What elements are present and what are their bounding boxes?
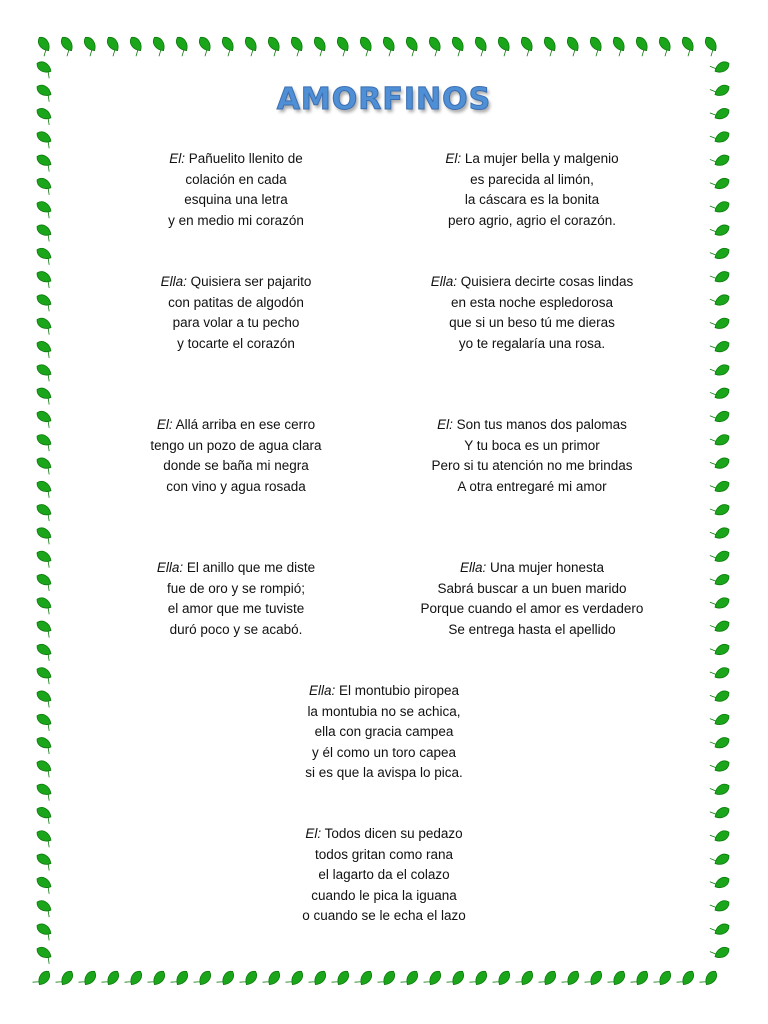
leaf-icon <box>34 898 55 917</box>
stanza-first-line: El: Pañuelito llenito de <box>169 151 303 166</box>
verse-line: con patitas de algodón <box>168 294 304 310</box>
leaf-icon <box>710 873 731 892</box>
stanza-first-line: El: Allá arriba en ese cerro <box>156 417 316 432</box>
leaf-icon <box>125 967 145 988</box>
leaf-icon <box>34 665 55 684</box>
leaf-icon <box>241 35 261 56</box>
leaf-icon <box>710 943 731 962</box>
leaf-icon <box>34 619 55 638</box>
stanza <box>382 558 682 640</box>
leaf-icon <box>710 593 731 612</box>
leaf-icon <box>79 967 99 988</box>
leaf-icon <box>701 35 721 56</box>
verse-line: tengo un pozo de agua clara <box>150 437 322 453</box>
verse-line: ella con gracia campea <box>314 724 454 740</box>
verse-line: y en medio mi corazón <box>168 212 304 228</box>
leaf-icon <box>710 756 731 775</box>
verse-line: Pero si tu atención no me brindas <box>431 458 633 474</box>
leaf-icon <box>240 967 260 988</box>
leaf-icon <box>34 129 55 148</box>
stanza <box>382 272 682 354</box>
leaf-icon <box>710 686 731 705</box>
leaf-icon <box>710 453 731 472</box>
leaf-icon <box>34 432 55 451</box>
leaf-icon <box>34 409 55 428</box>
leaf-icon <box>710 244 731 263</box>
verse-line: Se entrega hasta el apellido <box>448 621 616 637</box>
leaf-icon <box>263 967 283 988</box>
leaf-icon <box>710 290 731 309</box>
leaf-icon <box>448 35 468 56</box>
leaf-icon <box>126 35 146 56</box>
stanza <box>234 824 534 927</box>
leaf-icon <box>710 640 731 659</box>
stanza <box>86 272 386 354</box>
leaf-icon <box>264 35 284 56</box>
leaf-icon <box>710 57 731 76</box>
leaf-icon <box>710 197 731 216</box>
verse-line: y él como un toro capea <box>311 744 457 760</box>
leaf-icon <box>562 967 582 988</box>
leaf-icon <box>34 852 55 871</box>
stanza-first-line: Ella: Quisiera decirte cosas lindas <box>430 274 634 289</box>
leaf-icon <box>379 35 399 56</box>
stanza <box>86 558 386 640</box>
leaf-icon <box>34 362 55 381</box>
leaf-icon <box>710 127 731 146</box>
leaf-icon <box>332 967 352 988</box>
leaf-icon <box>34 59 55 78</box>
leaf-icon <box>710 547 731 566</box>
leaf-icon <box>710 430 731 449</box>
speaker-label: El: <box>437 417 453 432</box>
stanza <box>234 681 534 784</box>
leaf-icon <box>34 525 55 544</box>
leaf-icon <box>710 849 731 868</box>
verse-line: pero agrio, agrio el corazón. <box>447 212 617 228</box>
speaker-label: El: <box>305 826 322 841</box>
leaf-icon <box>102 967 122 988</box>
leaf-icon <box>447 967 467 988</box>
leaf-icon <box>631 967 651 988</box>
speaker-label: Ella: <box>160 274 187 289</box>
leaf-icon <box>171 967 191 988</box>
leaf-icon <box>517 35 537 56</box>
leaf-icon <box>34 386 55 405</box>
leaf-icon <box>34 572 55 591</box>
leaf-icon <box>148 967 168 988</box>
leaf-icon <box>654 967 674 988</box>
leaf-icon <box>470 967 490 988</box>
leaf-icon <box>34 456 55 475</box>
leaf-icon <box>172 35 192 56</box>
leaf-icon <box>34 199 55 218</box>
verse-line: fue de oro y se rompió; <box>166 580 306 596</box>
leaf-icon <box>425 35 445 56</box>
stanza-first-line: El: Todos dicen su pedazo <box>305 826 463 841</box>
leaf-icon <box>710 803 731 822</box>
leaf-icon <box>34 945 55 964</box>
speaker-label: Ella: <box>156 560 184 575</box>
leaf-icon <box>33 967 53 988</box>
verse-line: yo te regalaría una rosa. <box>458 335 606 351</box>
leaf-icon <box>402 35 422 56</box>
leaf-icon <box>34 223 55 242</box>
leaf-icon <box>34 549 55 568</box>
leaf-icon <box>632 35 652 56</box>
leaf-icon <box>586 35 606 56</box>
leaf-icon <box>494 35 514 56</box>
verse-line: duró poco y se acabó. <box>169 621 303 637</box>
leaf-icon <box>710 733 731 752</box>
verse-line: si es que la avispa lo pica. <box>305 765 463 781</box>
leaf-icon <box>103 35 123 56</box>
leaf-icon <box>710 267 731 286</box>
leaf-icon <box>700 967 720 988</box>
leaf-icon <box>710 360 731 379</box>
verse-line: con vino y agua rosada <box>166 478 306 494</box>
leaf-icon <box>56 967 76 988</box>
leaf-icon <box>34 782 55 801</box>
leaf-icon <box>471 35 491 56</box>
leaf-icon <box>34 269 55 288</box>
leaf-icon <box>710 710 731 729</box>
leaf-icon <box>34 642 55 661</box>
speaker-label: El: <box>156 417 173 432</box>
leaf-icon <box>677 967 697 988</box>
verse-line: para volar a tu pecho <box>172 315 300 331</box>
leaf-icon <box>34 735 55 754</box>
leaf-icon <box>540 35 560 56</box>
leaf-icon <box>710 314 731 333</box>
leaf-icon <box>34 176 55 195</box>
leaf-icon <box>710 477 731 496</box>
stanza-first-line: Ella: Quisiera ser pajarito <box>160 274 312 289</box>
leaf-icon <box>710 780 731 799</box>
verse-line: o cuando se le echa el lazo <box>302 908 466 924</box>
leaf-icon <box>34 689 55 708</box>
verse-line: donde se baña mi negra <box>163 458 309 474</box>
leaf-icon <box>34 153 55 172</box>
verse-line: esquina una letra <box>184 192 288 208</box>
verse-line: la montubia no se achica, <box>307 703 461 719</box>
leaf-icon <box>34 502 55 521</box>
leaf-icon <box>34 922 55 941</box>
leaf-icon <box>286 967 306 988</box>
speaker-label: El: <box>445 151 462 166</box>
leaf-icon <box>539 967 559 988</box>
leaf-icon <box>710 523 731 542</box>
leaf-icon <box>563 35 583 56</box>
speaker-label: Ella: <box>459 560 487 575</box>
leaf-icon <box>34 758 55 777</box>
stanza <box>382 149 682 231</box>
stanza-first-line: El: Son tus manos dos palomas <box>437 417 627 432</box>
leaf-icon <box>710 826 731 845</box>
verse-line: Porque cuando el amor es verdadero <box>420 601 644 617</box>
leaf-icon <box>710 616 731 635</box>
verse-line: el lagarto da el colazo <box>318 867 450 883</box>
leaf-icon <box>655 35 675 56</box>
leaf-icon <box>34 339 55 358</box>
leaf-icon <box>710 337 731 356</box>
leaf-icon <box>609 35 629 56</box>
stanza <box>86 415 386 497</box>
leaf-icon <box>356 35 376 56</box>
leaf-icon <box>710 500 731 519</box>
leaf-icon <box>355 967 375 988</box>
leaf-icon <box>57 35 77 56</box>
leaf-icon <box>710 174 731 193</box>
leaf-icon <box>710 896 731 915</box>
leaf-icon <box>585 967 605 988</box>
page-title: AMORFINOS <box>276 82 492 117</box>
stanza-first-line: Ella: Una mujer honesta <box>459 560 605 575</box>
verse-line: todos gritan como rana <box>314 846 454 862</box>
leaf-icon <box>710 383 731 402</box>
verse-line: que si un beso tú me dieras <box>449 315 615 331</box>
speaker-label: Ella: <box>308 683 336 698</box>
leaf-icon <box>34 805 55 824</box>
leaf-icon <box>34 828 55 847</box>
leaf-icon <box>149 35 169 56</box>
verse-line: cuando le pica la iguana <box>311 887 457 903</box>
leaf-icon <box>378 967 398 988</box>
speaker-label: Ella: <box>430 274 457 289</box>
leaf-icon <box>34 875 55 894</box>
leaf-icon <box>710 919 731 938</box>
leaf-icon <box>710 150 731 169</box>
leaf-icon <box>516 967 536 988</box>
leaf-icon <box>34 479 55 498</box>
leaf-icon <box>287 35 307 56</box>
leaf-icon <box>309 967 329 988</box>
verse-line: es parecida al limón, <box>470 171 594 187</box>
leaf-icon <box>493 967 513 988</box>
leaf-icon <box>678 35 698 56</box>
leaf-icon <box>218 35 238 56</box>
stanza <box>382 415 682 497</box>
verse-line: el amor que me tuviste <box>167 601 305 617</box>
leaf-icon <box>608 967 628 988</box>
leaf-icon <box>217 967 237 988</box>
leaf-icon <box>710 570 731 589</box>
leaf-icon <box>194 967 214 988</box>
leaf-icon <box>34 712 55 731</box>
leaf-icon <box>34 316 55 335</box>
leaf-icon <box>195 35 215 56</box>
leaf-icon <box>34 595 55 614</box>
leaf-icon <box>34 246 55 265</box>
stanza-first-line: Ella: El anillo que me diste <box>156 560 316 575</box>
verse-line: Y tu boca es un primor <box>464 437 600 453</box>
speaker-label: El: <box>169 151 185 166</box>
verse-line: Sabrá buscar a un buen marido <box>437 580 627 596</box>
verse-line: y tocarte el corazón <box>177 335 295 351</box>
verse-line: en esta noche espledorosa <box>450 294 614 310</box>
verse-line: A otra entregaré mi amor <box>457 478 607 494</box>
leaf-icon <box>80 35 100 56</box>
stanza-first-line: Ella: El montubio piropea <box>308 683 460 698</box>
stanza <box>86 149 386 231</box>
leaf-icon <box>34 35 54 56</box>
verse-line: la cáscara es la bonita <box>464 192 600 208</box>
leaf-icon <box>710 407 731 426</box>
leaf-icon <box>34 292 55 311</box>
leaf-icon <box>424 967 444 988</box>
verse-line: colación en cada <box>185 171 287 187</box>
leaf-icon <box>710 220 731 239</box>
leaf-icon <box>401 967 421 988</box>
leaf-icon <box>333 35 353 56</box>
leaf-icon <box>310 35 330 56</box>
leaf-icon <box>710 663 731 682</box>
stanza-first-line: El: La mujer bella y malgenio <box>445 151 619 166</box>
